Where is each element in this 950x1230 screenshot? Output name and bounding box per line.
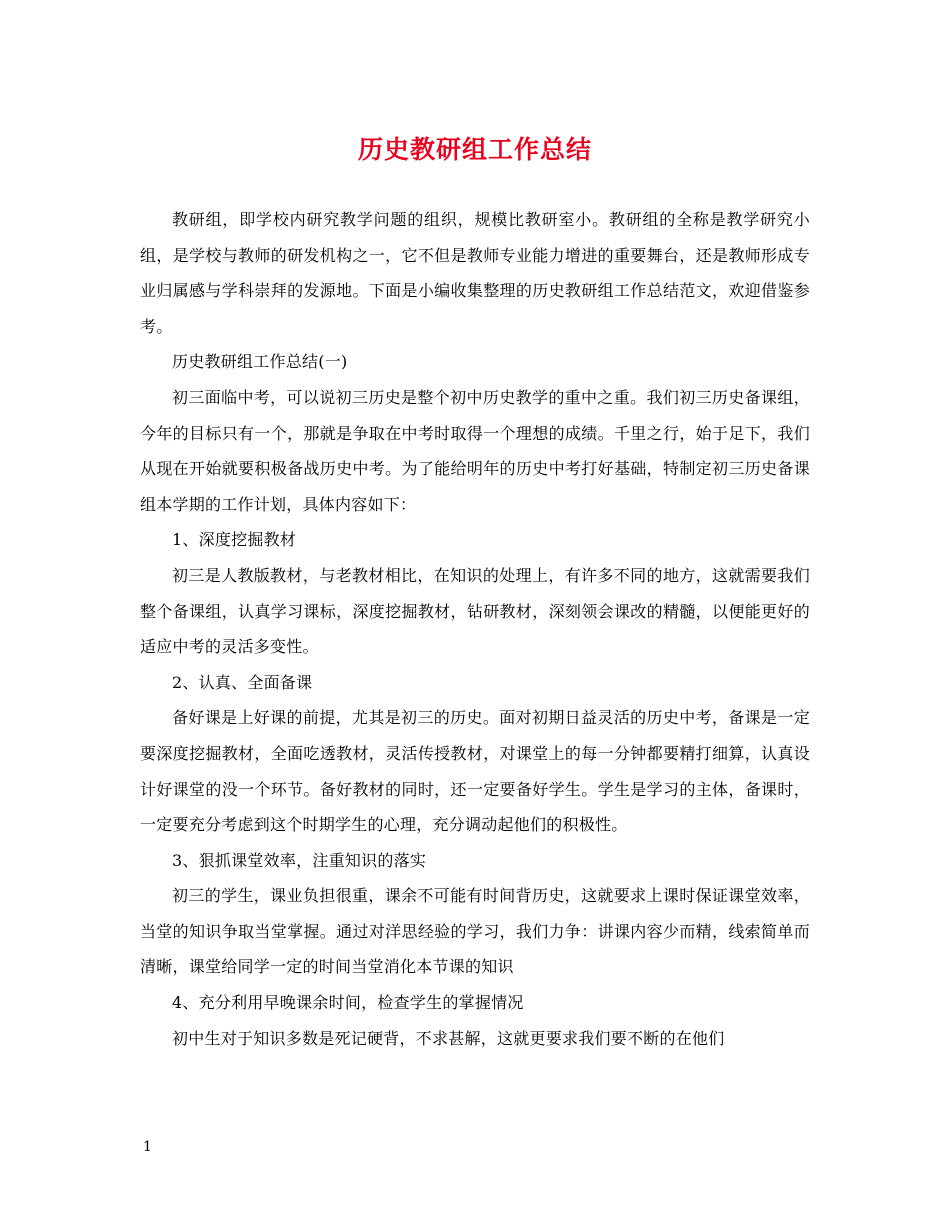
page-number: 1	[143, 1139, 152, 1155]
intro-paragraph: 教研组，即学校内研究教学问题的组织，规模比教研室小。教研组的全称是教学研究小组，是学校与教师的研发机构之一，它不但是教师专业能力增进的重要舞台，还是教师形成专业归属感与学科崇拜的发源地。下面是小编收集整理的历史教研组工作总结范文，欢迎借鉴参考。	[140, 210, 810, 336]
body-paragraph: 初中生对于知识多数是死记硬背，不求甚解，这就更要求我们要不断的在他们	[172, 1028, 725, 1048]
item-heading: 1、深度挖掘教材	[172, 530, 297, 550]
body-paragraph: 初三的学生，课业负担很重，课余不可能有时间背历史，这就要求上课时保证课堂效率，当堂的知识争取当堂掌握。通过对洋思经验的学习，我们力争：讲课内容少而精，线索简单而清晰，课堂给同学一定的时间当堂消化本节课的知识	[140, 886, 810, 977]
document-title: 历史教研组工作总结	[357, 135, 592, 164]
body-paragraph: 初三是人教版教材，与老教材相比，在知识的处理上，有许多不同的地方，这就需要我们整个备课组，认真学习课标，深度挖掘教材，钻研教材，深刻领会课改的精髓，以便能更好的适应中考的灵活多变性。	[140, 565, 810, 657]
body-paragraph: 初三面临中考，可以说初三历史是整个初中历史教学的重中之重。我们初三历史备课组，今年的目标只有一个，那就是争取在中考时取得一个理想的成绩。千里之行，始于足下，我们从现在开始就要积极备战历史中考。为了能给明年的历史中考打好基础，特制定初三历史备课组本学期的工作计划，具体内容如下：	[140, 387, 810, 514]
item-heading: 4、充分利用早晚课余时间，检查学生的掌握情况	[172, 993, 524, 1013]
section-heading: 历史教研组工作总结(一)	[172, 352, 348, 372]
item-heading: 2、认真、全面备课	[172, 672, 313, 692]
item-heading: 3、狠抓课堂效率，注重知识的落实	[172, 850, 427, 870]
document-body	[140, 202, 810, 1056]
body-paragraph: 备好课是上好课的前提，尤其是初三的历史。面对初期日益灵活的历史中考，备课是一定要深度挖掘教材，全面吃透教材，灵活传授教材，对课堂上的每一分钟都要精打细算，认真设计好课堂的没一个环节。备好教材的同时，还一定要备好学生。学生是学习的主体，备课时，一定要充分考虑到这个时期学生的心理，充分调动起他们的积极性。	[140, 708, 810, 835]
